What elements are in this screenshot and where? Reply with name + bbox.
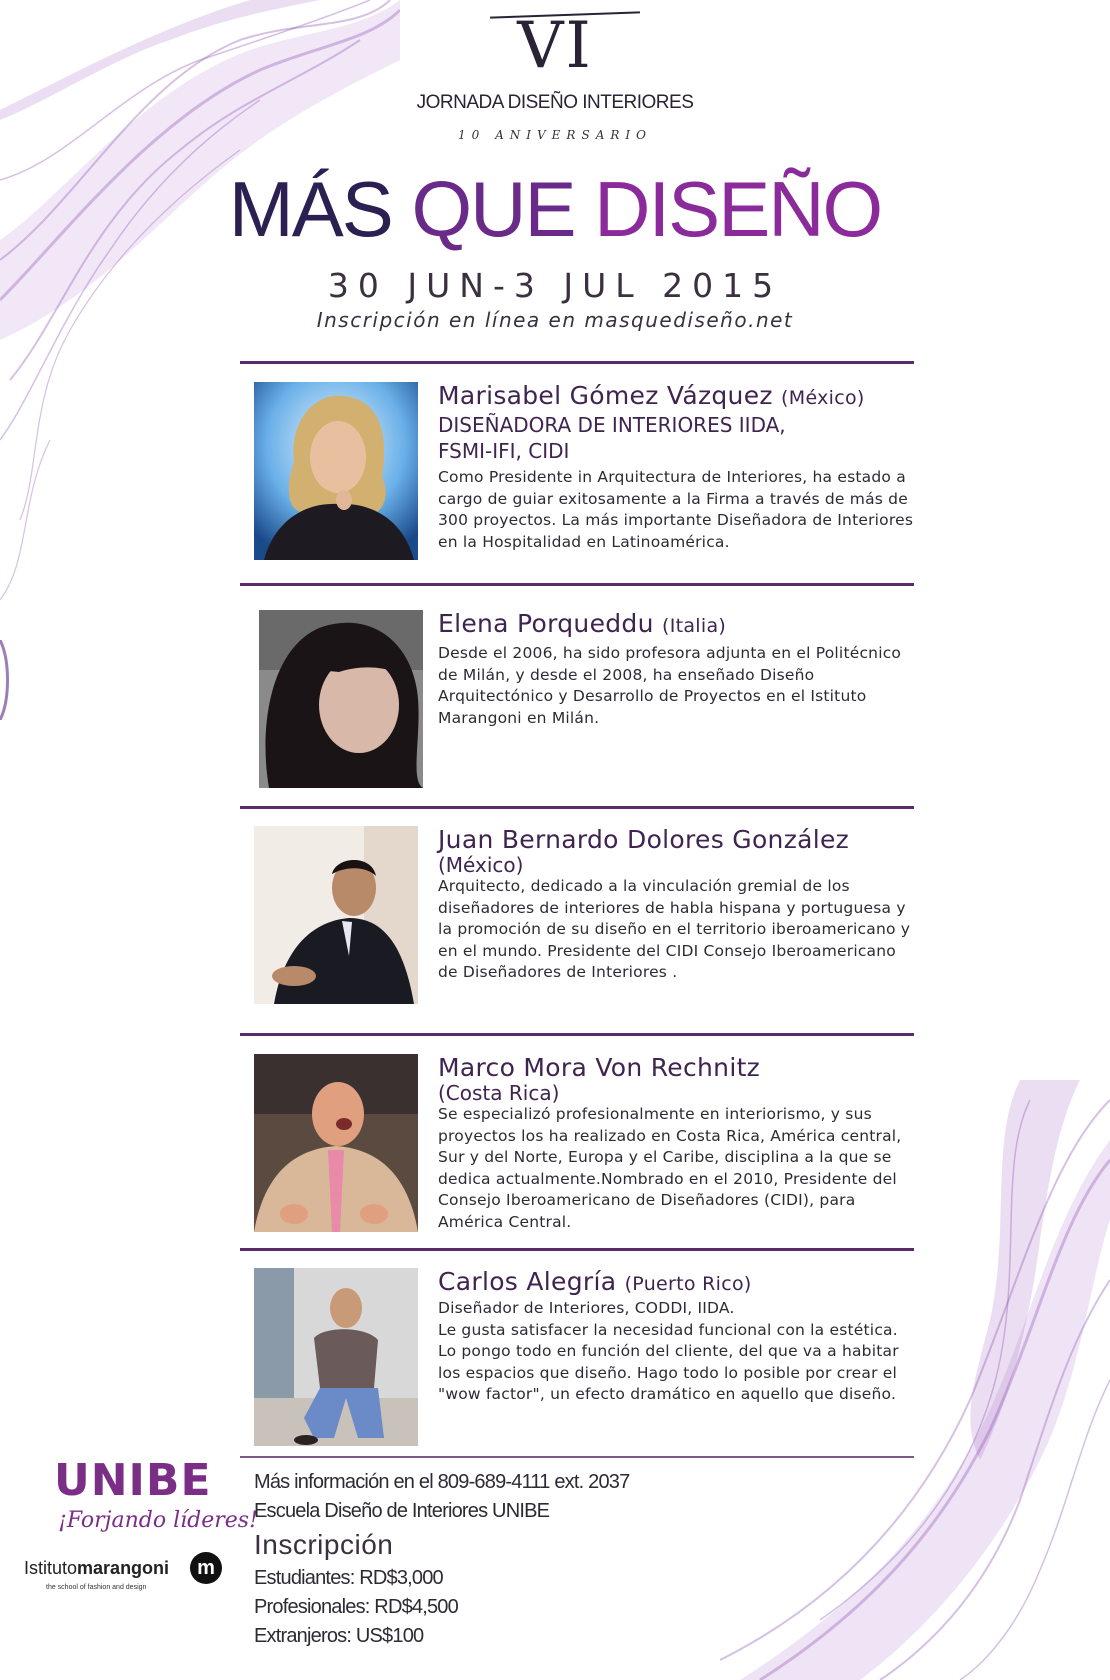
divider-rule: [240, 806, 914, 809]
speaker-info: [438, 610, 918, 729]
speaker-bio: Arquitecto, dedicado a la vinculación gremial de los diseñadores de interiores de habla hispana y portuguesa y la promoción de su diseño en el territorio iberoamericano y en el mundo. Presidente del CIDI Consejo Iberoamericano de Diseñadores de Interiores .: [438, 877, 911, 981]
divider-rule: [240, 583, 914, 586]
speaker-role: FSMI-IFI, CIDI: [438, 439, 570, 463]
marangoni-tagline: the school of fashion and design: [46, 1584, 147, 1591]
title-word-mas: MÁS: [228, 165, 392, 253]
anniversary-text: 10 ANIVERSARIO: [458, 128, 652, 142]
speaker-photo: [254, 1268, 418, 1446]
speaker-country: (Italia): [661, 615, 727, 637]
speaker-country: (México): [781, 387, 865, 409]
divider-rule: [240, 1456, 914, 1458]
divider-rule: [240, 1033, 914, 1036]
speaker-name: Juan Bernardo Dolores González: [438, 825, 850, 854]
speaker-bio: Desde el 2006, ha sido profesora adjunta en el Politécnico de Milán, y desde el 2008, ha enseñado Diseño Arquitectónico y Desarrollo de Proyectos en el Istituto Marangoni en Milán.: [438, 644, 902, 727]
speaker-bio: Como Presidente in Arquitectura de Interiores, ha estado a cargo de guiar exitosamente a la Firma a través de más de 300 proyectos. La más importante Diseñadora de Interiores en la Hospitalidad en Latinoamérica.: [438, 468, 914, 551]
marangoni-logo-word: marangoni: [77, 1558, 170, 1578]
marangoni-logo: [24, 1558, 169, 1579]
event-dates: 30 JUN-3 JUL 2015: [327, 266, 783, 305]
speaker-country: (Costa Rica): [438, 1081, 560, 1105]
speaker-photo: [259, 610, 423, 788]
speaker-info: [438, 826, 918, 984]
unibe-logo: UNIBE: [54, 1455, 212, 1506]
price-students: Estudiantes: RD$3,000: [254, 1567, 443, 1589]
speaker-name-line: [438, 382, 918, 412]
speaker-country: (México): [438, 853, 524, 877]
speaker-info: [438, 382, 918, 553]
info-school: Escuela Diseño de Interiores UNIBE: [254, 1500, 550, 1522]
speaker-info: [438, 1268, 918, 1406]
title-word-que: QUE: [411, 165, 575, 253]
marangoni-badge: m: [190, 1552, 222, 1584]
price-foreigners: Extranjeros: US$100: [254, 1625, 424, 1647]
speaker-name: Carlos Alegría: [438, 1267, 617, 1296]
contact-info: [254, 1468, 854, 1651]
info-phone: Más información en el 809-689-4111 ext. 2037: [254, 1471, 630, 1493]
speaker-photo: [254, 1054, 418, 1232]
roman-numeral: VI: [517, 9, 593, 83]
speaker-name-line: [438, 1268, 918, 1298]
divider-rule: [240, 1248, 914, 1251]
speaker-photo: [254, 382, 418, 560]
event-name: JORNADA DISEÑO INTERIORES: [416, 92, 694, 113]
speaker-country: (Puerto Rico): [624, 1273, 752, 1295]
smoke-decoration-left-edge: [0, 640, 20, 720]
unibe-slogan: ¡Forjando líderes!: [58, 1508, 258, 1533]
speaker-bio: Le gusta satisfacer la necesidad funcional con la estética. Lo pongo todo en función del cliente, del que va a habitar los espacios que diseño. Hago todo lo posible por crear el "wow factor", un efecto dramático en aquello que diseño.: [438, 1320, 899, 1403]
speaker-name: Marisabel Gómez Vázquez: [438, 381, 773, 410]
speaker-info: [438, 1054, 918, 1233]
speaker-name: Marco Mora Von Rechnitz: [438, 1053, 761, 1082]
marangoni-logo-prefix: Istituto: [24, 1558, 78, 1578]
main-title: [0, 165, 1110, 253]
speaker-bio: Se especializó profesionalmente en interiorismo, y sus proyectos los ha realizado en Costa Rica, América central, Sur y del Norte, Europa y el Caribe, disciplina a la que se dedica actualmente.Nombrado en el 2010, Presidente del Consejo Iberoamericano de Diseñadores (CIDI), para América Central.: [438, 1105, 902, 1231]
registration-title: Inscripción: [254, 1529, 394, 1560]
speaker-name-line: [438, 610, 918, 640]
speaker-role: Diseñador de Interiores, CODDI, IIDA.: [438, 1299, 735, 1317]
speaker-role: DISEÑADORA DE INTERIORES IIDA,: [438, 413, 786, 437]
divider-rule: [240, 361, 914, 364]
speaker-name: Elena Porqueddu: [438, 609, 654, 638]
price-professionals: Profesionales: RD$4,500: [254, 1596, 458, 1618]
speaker-photo: [254, 826, 418, 1004]
title-word-diseno: DISEÑO: [594, 165, 882, 253]
online-registration: Inscripción en línea en masquediseño.net: [316, 308, 794, 332]
